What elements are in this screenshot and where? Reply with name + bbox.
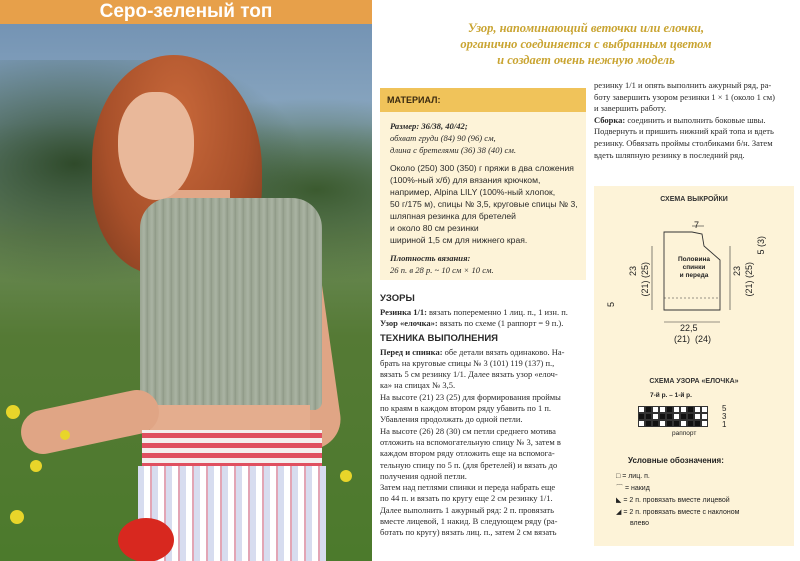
size-line: Размер: 36/38, 40/42; <box>390 121 468 131</box>
instructions-column-2: резинку 1/1 и опять выполнить ажурный ряд, ра- боту завершить узором резинки 1 × 1 (около 1 см) и завершить работу. Сборка: соединить и выполнить боковые швы. Подвернуть и пришить нижний край топа и вдеть резинку. Обвязать проймы столбиками б/н. Затем вдеть шляпную резинку в последний ряд. <box>594 80 775 160</box>
yellow-flower <box>10 510 24 524</box>
instructions-page <box>372 0 800 561</box>
material-box: МАТЕРИАЛ: Размер: 36/38, 40/42; обхват груди (84) 90 (96) см, длина с бретелями (36) 38 (40) см. Около (250) 300 (350) г пряжи в два сложения (100%-ный х/б) для вязания крючком, например, Alpina LILY (100%-ный хлопок, 50 г/175 м), спицы № 3,5, круговые спицы № 3, шляпная резинка для бретелей и около 80 см резинки шириной 1,5 см для нижнего края. Плотность вязания: 26 п. в 28 р. ~ 10 см × 10 см. <box>380 88 586 280</box>
material-heading: МАТЕРИАЛ: <box>380 88 586 112</box>
chest-line: обхват груди (84) 90 (96) см, <box>390 133 496 143</box>
red-poppy <box>118 518 174 561</box>
knitted-top <box>140 198 322 410</box>
yarn-over-icon: ⌒ <box>616 485 623 492</box>
yellow-flower <box>340 470 352 482</box>
density-value: 26 п. в 28 р. ~ 10 см × 10 см. <box>390 265 494 275</box>
title-bar <box>0 0 372 24</box>
legend-title: Условные обозначения: <box>628 456 724 465</box>
k2tog-icon: ◣ <box>616 497 622 504</box>
scheme-title: СХЕМА ВЫКРОЙКИ <box>660 196 728 203</box>
knit-stitch-icon: □ <box>616 473 621 480</box>
striped-belt <box>142 430 322 468</box>
scheme-box: СХЕМА ВЫКРОЙКИ 7 23 (21) (25) 5 23 (21) (25) 5 (3) Половина спинки и переда 22,5 (21) (24) СХЕМА УЗОРА «ЕЛОЧКА» 7-й р. – 1-й р. 5 3 1 раппорт Условные обозначения: □ = лиц. п. ⌒ = накид ◣ = 2 п. провязать вместе лицевой ◢ = 2 п. провязать вместе с наклоном влево <box>594 186 794 546</box>
density-label: Плотность вязания: <box>390 253 471 263</box>
yellow-flower <box>60 430 70 440</box>
length-line: длина с бретелями (36) 38 (40) см. <box>390 145 516 155</box>
face <box>118 92 194 200</box>
page-title: Серо-зеленый топ <box>99 1 273 22</box>
pattern-diagram <box>594 186 794 386</box>
ssk-icon: ◢ <box>616 509 622 516</box>
model-photo <box>0 0 372 561</box>
yellow-flower <box>6 405 20 419</box>
technique-heading: ТЕХНИКА ВЫПОЛНЕНИЯ <box>380 332 498 344</box>
patterns-heading: УЗОРЫ <box>380 293 415 304</box>
part-label: Половина спинки и переда <box>677 256 711 279</box>
yellow-flower <box>30 460 42 472</box>
pattern-chart-title: СХЕМА УЗОРА «ЕЛОЧКА» <box>649 378 739 385</box>
instructions-column-1: УЗОРЫ Резинка 1/1: вязать попеременно 1 лиц. п., 1 изн. п. Узор «елочка»: вязать по схеме (1 раппорт = 9 п.). ТЕХНИКА ВЫПОЛНЕНИЯ Перед и спинка: обе детали вязать одинаково. На- брать на круговые спицы № 3 (101) 119 (137) п., вязать 5 см резинку 1/1. Далее вязать узор «елоч- ка» на спицах № 3,5. На высоте (21) 23 (25) для формирования проймы по краям в каждом втором ряду убавить по 1 п. Убавления продолжать до одной петли. На высоте (26) 28 (30) см петли среднего мотива отложить на вспомогательную спицу № 3, затем в каждом втором ряду отложить еще на вспомога- тельную спицу по 5 п. (для бретелей) и вязать до получения одной петли. Затем над петлями спинки и переда набрать еще по 44 п. и вязать по кругу еще 2 см резинку 1/1. Далее выполнить 1 ажурный ряд: 2 п. провязать вместе лицевой, 1 накид. В следующем ряду (ра- ботать по кругу) вязать лиц. п., затем 2 см вязать <box>380 290 590 539</box>
intro-text: Узор, напоминающий веточки или елочки, органично соединяется с выбранным цветом и создает очень нежную модель <box>460 21 712 67</box>
